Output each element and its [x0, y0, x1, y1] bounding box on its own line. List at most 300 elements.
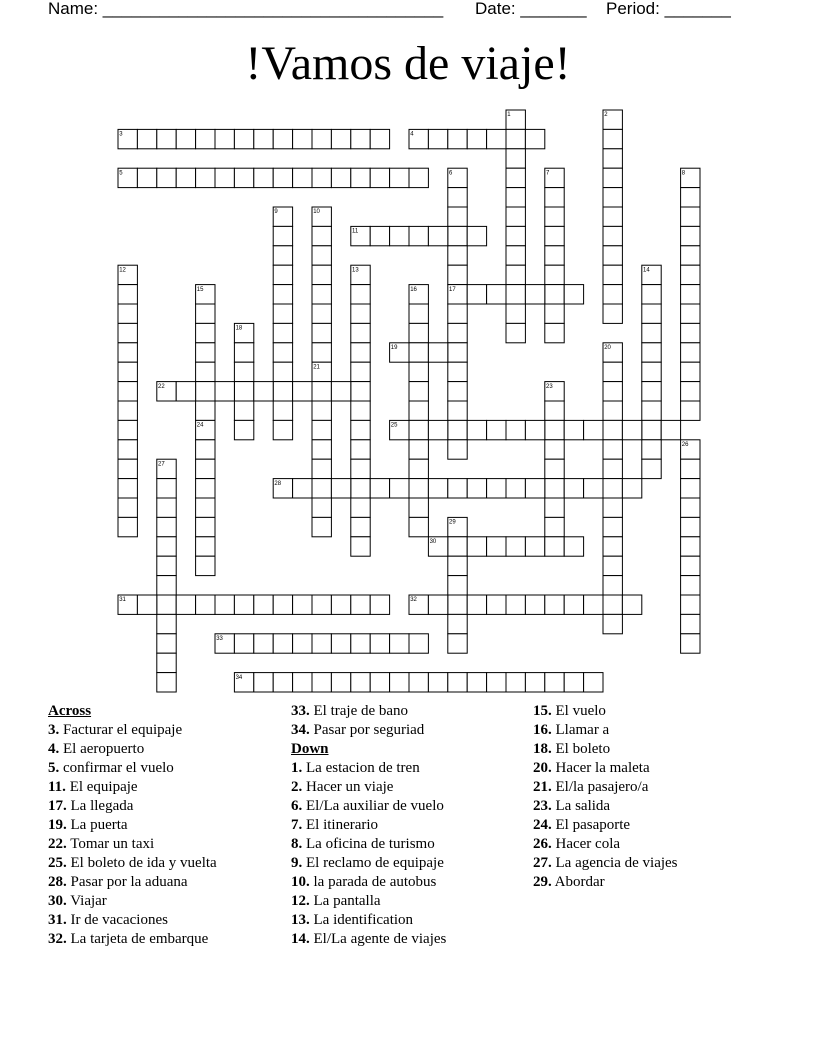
- grid-cell[interactable]: [506, 285, 525, 304]
- grid-cell[interactable]: [603, 304, 622, 323]
- grid-cell[interactable]: [545, 595, 564, 614]
- grid-cell[interactable]: [428, 226, 447, 245]
- grid-cell[interactable]: [273, 362, 292, 381]
- grid-cell[interactable]: [525, 285, 544, 304]
- grid-cell[interactable]: [545, 246, 564, 265]
- grid-cell[interactable]: [448, 673, 467, 692]
- grid-cell[interactable]: [681, 537, 700, 556]
- grid-cell[interactable]: [196, 537, 215, 556]
- grid-cell[interactable]: [545, 498, 564, 517]
- grid-cell[interactable]: [525, 420, 544, 439]
- grid-cell[interactable]: [506, 226, 525, 245]
- grid-cell[interactable]: [603, 362, 622, 381]
- grid-cell[interactable]: [506, 188, 525, 207]
- grid-cell[interactable]: [487, 420, 506, 439]
- grid-cell[interactable]: [312, 673, 331, 692]
- grid-cell[interactable]: [448, 556, 467, 575]
- grid-cell[interactable]: [351, 673, 370, 692]
- grid-cell[interactable]: [506, 304, 525, 323]
- grid-cell[interactable]: [293, 673, 312, 692]
- grid-cell[interactable]: [642, 343, 661, 362]
- grid-cell[interactable]: [506, 265, 525, 284]
- grid-cell[interactable]: [196, 168, 215, 187]
- grid-cell[interactable]: [448, 323, 467, 342]
- grid-cell[interactable]: [525, 479, 544, 498]
- grid-cell[interactable]: [506, 168, 525, 187]
- grid-cell[interactable]: [196, 401, 215, 420]
- grid-cell[interactable]: [603, 614, 622, 633]
- grid-cell[interactable]: [312, 343, 331, 362]
- grid-cell[interactable]: [312, 168, 331, 187]
- grid-cell[interactable]: [603, 556, 622, 575]
- grid-cell[interactable]: [351, 401, 370, 420]
- grid-cell[interactable]: [312, 285, 331, 304]
- grid-cell[interactable]: [118, 420, 137, 439]
- grid-cell[interactable]: [157, 517, 176, 536]
- grid-cell[interactable]: [196, 556, 215, 575]
- grid-cell[interactable]: [293, 382, 312, 401]
- grid-cell[interactable]: [506, 537, 525, 556]
- grid-cell[interactable]: [525, 673, 544, 692]
- grid-cell[interactable]: [196, 595, 215, 614]
- grid-cell[interactable]: [681, 459, 700, 478]
- grid-cell[interactable]: [428, 343, 447, 362]
- grid-cell[interactable]: [681, 246, 700, 265]
- grid-cell[interactable]: [273, 265, 292, 284]
- grid-cell[interactable]: [331, 595, 350, 614]
- grid-cell[interactable]: [351, 362, 370, 381]
- grid-cell[interactable]: [273, 634, 292, 653]
- grid-cell[interactable]: [196, 479, 215, 498]
- grid-cell[interactable]: [545, 323, 564, 342]
- grid-cell[interactable]: [215, 168, 234, 187]
- grid-cell[interactable]: [312, 595, 331, 614]
- grid-cell[interactable]: [467, 129, 486, 148]
- grid-cell[interactable]: [681, 285, 700, 304]
- grid-cell[interactable]: [118, 343, 137, 362]
- grid-cell[interactable]: [273, 168, 292, 187]
- grid-cell[interactable]: [273, 323, 292, 342]
- grid-cell[interactable]: [351, 595, 370, 614]
- grid-cell[interactable]: [467, 479, 486, 498]
- grid-cell[interactable]: [603, 129, 622, 148]
- grid-cell[interactable]: [681, 556, 700, 575]
- grid-cell[interactable]: [545, 226, 564, 245]
- grid-cell[interactable]: [118, 304, 137, 323]
- period-field[interactable]: Period: _______: [606, 0, 731, 18]
- grid-cell[interactable]: [545, 285, 564, 304]
- grid-cell[interactable]: [254, 382, 273, 401]
- grid-cell[interactable]: [467, 226, 486, 245]
- grid-cell[interactable]: [448, 207, 467, 226]
- grid-cell[interactable]: [448, 382, 467, 401]
- grid-cell[interactable]: [157, 556, 176, 575]
- grid-cell[interactable]: [428, 420, 447, 439]
- grid-cell[interactable]: [642, 382, 661, 401]
- grid-cell[interactable]: [196, 498, 215, 517]
- grid-cell[interactable]: [312, 459, 331, 478]
- grid-cell[interactable]: [428, 595, 447, 614]
- grid-cell[interactable]: [681, 343, 700, 362]
- grid-cell[interactable]: [467, 595, 486, 614]
- grid-cell[interactable]: [545, 517, 564, 536]
- grid-cell[interactable]: [487, 285, 506, 304]
- grid-cell[interactable]: [448, 246, 467, 265]
- grid-cell[interactable]: [370, 595, 389, 614]
- grid-cell[interactable]: [312, 129, 331, 148]
- grid-cell[interactable]: [370, 129, 389, 148]
- grid-cell[interactable]: [603, 420, 622, 439]
- grid-cell[interactable]: [351, 168, 370, 187]
- grid-cell[interactable]: [487, 595, 506, 614]
- grid-cell[interactable]: [409, 479, 428, 498]
- grid-cell[interactable]: [351, 382, 370, 401]
- grid-cell[interactable]: [525, 595, 544, 614]
- grid-cell[interactable]: [487, 129, 506, 148]
- grid-cell[interactable]: [273, 285, 292, 304]
- grid-cell[interactable]: [545, 440, 564, 459]
- grid-cell[interactable]: [196, 129, 215, 148]
- grid-cell[interactable]: [681, 576, 700, 595]
- grid-cell[interactable]: [642, 362, 661, 381]
- grid-cell[interactable]: [331, 168, 350, 187]
- grid-cell[interactable]: [312, 440, 331, 459]
- grid-cell[interactable]: [234, 362, 253, 381]
- grid-cell[interactable]: [545, 673, 564, 692]
- grid-cell[interactable]: [681, 401, 700, 420]
- grid-cell[interactable]: [506, 149, 525, 168]
- grid-cell[interactable]: [273, 304, 292, 323]
- grid-cell[interactable]: [273, 343, 292, 362]
- grid-cell[interactable]: [603, 265, 622, 284]
- grid-cell[interactable]: [351, 517, 370, 536]
- grid-cell[interactable]: [196, 382, 215, 401]
- grid-cell[interactable]: [487, 537, 506, 556]
- grid-cell[interactable]: [487, 673, 506, 692]
- grid-cell[interactable]: [351, 479, 370, 498]
- grid-cell[interactable]: [157, 537, 176, 556]
- grid-cell[interactable]: [525, 129, 544, 148]
- grid-cell[interactable]: [584, 420, 603, 439]
- grid-cell[interactable]: [118, 479, 137, 498]
- grid-cell[interactable]: [448, 226, 467, 245]
- grid-cell[interactable]: [409, 517, 428, 536]
- grid-cell[interactable]: [603, 517, 622, 536]
- grid-cell[interactable]: [409, 459, 428, 478]
- grid-cell[interactable]: [215, 129, 234, 148]
- grid-cell[interactable]: [293, 168, 312, 187]
- grid-cell[interactable]: [409, 382, 428, 401]
- grid-cell[interactable]: [273, 420, 292, 439]
- grid-cell[interactable]: [409, 323, 428, 342]
- grid-cell[interactable]: [312, 634, 331, 653]
- grid-cell[interactable]: [351, 537, 370, 556]
- grid-cell[interactable]: [312, 420, 331, 439]
- grid-cell[interactable]: [273, 226, 292, 245]
- grid-cell[interactable]: [331, 479, 350, 498]
- grid-cell[interactable]: [312, 498, 331, 517]
- grid-cell[interactable]: [157, 614, 176, 633]
- grid-cell[interactable]: [254, 673, 273, 692]
- grid-cell[interactable]: [661, 420, 680, 439]
- grid-cell[interactable]: [137, 168, 156, 187]
- grid-cell[interactable]: [312, 265, 331, 284]
- grid-cell[interactable]: [351, 634, 370, 653]
- grid-cell[interactable]: [273, 382, 292, 401]
- grid-cell[interactable]: [234, 129, 253, 148]
- grid-cell[interactable]: [196, 304, 215, 323]
- grid-cell[interactable]: [428, 673, 447, 692]
- grid-cell[interactable]: [234, 595, 253, 614]
- grid-cell[interactable]: [622, 595, 641, 614]
- grid-cell[interactable]: [428, 479, 447, 498]
- grid-cell[interactable]: [409, 440, 428, 459]
- grid-cell[interactable]: [118, 498, 137, 517]
- grid-cell[interactable]: [331, 129, 350, 148]
- grid-cell[interactable]: [448, 440, 467, 459]
- grid-cell[interactable]: [176, 595, 195, 614]
- grid-cell[interactable]: [642, 440, 661, 459]
- grid-cell[interactable]: [603, 459, 622, 478]
- grid-cell[interactable]: [118, 285, 137, 304]
- grid-cell[interactable]: [196, 440, 215, 459]
- grid-cell[interactable]: [409, 304, 428, 323]
- grid-cell[interactable]: [273, 673, 292, 692]
- grid-cell[interactable]: [642, 401, 661, 420]
- grid-cell[interactable]: [448, 537, 467, 556]
- grid-cell[interactable]: [622, 420, 641, 439]
- grid-cell[interactable]: [137, 595, 156, 614]
- grid-cell[interactable]: [467, 420, 486, 439]
- grid-cell[interactable]: [351, 323, 370, 342]
- grid-cell[interactable]: [448, 595, 467, 614]
- grid-cell[interactable]: [681, 226, 700, 245]
- grid-cell[interactable]: [234, 343, 253, 362]
- grid-cell[interactable]: [681, 382, 700, 401]
- grid-cell[interactable]: [467, 673, 486, 692]
- grid-cell[interactable]: [681, 498, 700, 517]
- grid-cell[interactable]: [293, 634, 312, 653]
- grid-cell[interactable]: [312, 479, 331, 498]
- grid-cell[interactable]: [273, 401, 292, 420]
- grid-cell[interactable]: [603, 595, 622, 614]
- grid-cell[interactable]: [506, 479, 525, 498]
- grid-cell[interactable]: [351, 498, 370, 517]
- grid-cell[interactable]: [525, 537, 544, 556]
- grid-cell[interactable]: [351, 129, 370, 148]
- grid-cell[interactable]: [584, 673, 603, 692]
- grid-cell[interactable]: [506, 246, 525, 265]
- grid-cell[interactable]: [681, 265, 700, 284]
- grid-cell[interactable]: [603, 479, 622, 498]
- grid-cell[interactable]: [351, 285, 370, 304]
- grid-cell[interactable]: [215, 382, 234, 401]
- grid-cell[interactable]: [681, 517, 700, 536]
- grid-cell[interactable]: [545, 188, 564, 207]
- grid-cell[interactable]: [370, 479, 389, 498]
- grid-cell[interactable]: [176, 382, 195, 401]
- grid-cell[interactable]: [312, 323, 331, 342]
- grid-cell[interactable]: [118, 440, 137, 459]
- grid-cell[interactable]: [331, 382, 350, 401]
- grid-cell[interactable]: [390, 479, 409, 498]
- grid-cell[interactable]: [642, 420, 661, 439]
- grid-cell[interactable]: [176, 129, 195, 148]
- grid-cell[interactable]: [254, 129, 273, 148]
- grid-cell[interactable]: [273, 129, 292, 148]
- grid-cell[interactable]: [409, 498, 428, 517]
- grid-cell[interactable]: [196, 362, 215, 381]
- grid-cell[interactable]: [448, 634, 467, 653]
- grid-cell[interactable]: [467, 537, 486, 556]
- grid-cell[interactable]: [196, 343, 215, 362]
- grid-cell[interactable]: [448, 479, 467, 498]
- grid-cell[interactable]: [681, 634, 700, 653]
- grid-cell[interactable]: [409, 226, 428, 245]
- grid-cell[interactable]: [564, 479, 583, 498]
- grid-cell[interactable]: [157, 498, 176, 517]
- grid-cell[interactable]: [157, 168, 176, 187]
- grid-cell[interactable]: [603, 537, 622, 556]
- grid-cell[interactable]: [603, 498, 622, 517]
- grid-cell[interactable]: [448, 188, 467, 207]
- grid-cell[interactable]: [564, 673, 583, 692]
- grid-cell[interactable]: [118, 362, 137, 381]
- grid-cell[interactable]: [234, 634, 253, 653]
- grid-cell[interactable]: [137, 129, 156, 148]
- grid-cell[interactable]: [157, 634, 176, 653]
- grid-cell[interactable]: [448, 265, 467, 284]
- grid-cell[interactable]: [564, 285, 583, 304]
- grid-cell[interactable]: [157, 653, 176, 672]
- grid-cell[interactable]: [234, 420, 253, 439]
- grid-cell[interactable]: [351, 459, 370, 478]
- grid-cell[interactable]: [390, 168, 409, 187]
- grid-cell[interactable]: [603, 382, 622, 401]
- grid-cell[interactable]: [448, 343, 467, 362]
- grid-cell[interactable]: [545, 207, 564, 226]
- grid-cell[interactable]: [448, 129, 467, 148]
- grid-cell[interactable]: [448, 401, 467, 420]
- grid-cell[interactable]: [603, 440, 622, 459]
- grid-cell[interactable]: [118, 382, 137, 401]
- date-field[interactable]: Date: _______: [475, 0, 587, 18]
- grid-cell[interactable]: [681, 362, 700, 381]
- grid-cell[interactable]: [681, 188, 700, 207]
- grid-cell[interactable]: [564, 595, 583, 614]
- grid-cell[interactable]: [409, 362, 428, 381]
- grid-cell[interactable]: [584, 595, 603, 614]
- grid-cell[interactable]: [196, 323, 215, 342]
- grid-cell[interactable]: [390, 673, 409, 692]
- grid-cell[interactable]: [428, 129, 447, 148]
- grid-cell[interactable]: [351, 440, 370, 459]
- grid-cell[interactable]: [157, 479, 176, 498]
- grid-cell[interactable]: [603, 576, 622, 595]
- grid-cell[interactable]: [312, 246, 331, 265]
- grid-cell[interactable]: [254, 168, 273, 187]
- grid-cell[interactable]: [118, 517, 137, 536]
- grid-cell[interactable]: [312, 304, 331, 323]
- grid-cell[interactable]: [370, 634, 389, 653]
- grid-cell[interactable]: [603, 401, 622, 420]
- grid-cell[interactable]: [448, 576, 467, 595]
- grid-cell[interactable]: [681, 614, 700, 633]
- grid-cell[interactable]: [545, 304, 564, 323]
- grid-cell[interactable]: [409, 401, 428, 420]
- grid-cell[interactable]: [157, 673, 176, 692]
- grid-cell[interactable]: [409, 343, 428, 362]
- grid-cell[interactable]: [254, 634, 273, 653]
- grid-cell[interactable]: [487, 479, 506, 498]
- grid-cell[interactable]: [312, 401, 331, 420]
- grid-cell[interactable]: [370, 226, 389, 245]
- grid-cell[interactable]: [293, 595, 312, 614]
- grid-cell[interactable]: [642, 459, 661, 478]
- grid-cell[interactable]: [293, 129, 312, 148]
- grid-cell[interactable]: [467, 285, 486, 304]
- grid-cell[interactable]: [118, 323, 137, 342]
- grid-cell[interactable]: [448, 362, 467, 381]
- grid-cell[interactable]: [215, 595, 234, 614]
- grid-cell[interactable]: [312, 517, 331, 536]
- grid-cell[interactable]: [312, 226, 331, 245]
- grid-cell[interactable]: [564, 420, 583, 439]
- grid-cell[interactable]: [254, 595, 273, 614]
- grid-cell[interactable]: [351, 304, 370, 323]
- grid-cell[interactable]: [681, 595, 700, 614]
- grid-cell[interactable]: [681, 207, 700, 226]
- grid-cell[interactable]: [157, 129, 176, 148]
- grid-cell[interactable]: [234, 401, 253, 420]
- grid-cell[interactable]: [157, 595, 176, 614]
- grid-cell[interactable]: [196, 517, 215, 536]
- grid-cell[interactable]: [409, 634, 428, 653]
- grid-cell[interactable]: [390, 226, 409, 245]
- grid-cell[interactable]: [603, 226, 622, 245]
- grid-cell[interactable]: [157, 576, 176, 595]
- grid-cell[interactable]: [564, 537, 583, 556]
- grid-cell[interactable]: [409, 168, 428, 187]
- grid-cell[interactable]: [642, 304, 661, 323]
- grid-cell[interactable]: [448, 420, 467, 439]
- grid-cell[interactable]: [293, 479, 312, 498]
- grid-cell[interactable]: [118, 401, 137, 420]
- grid-cell[interactable]: [506, 673, 525, 692]
- grid-cell[interactable]: [642, 285, 661, 304]
- grid-cell[interactable]: [390, 634, 409, 653]
- grid-cell[interactable]: [545, 420, 564, 439]
- grid-cell[interactable]: [448, 304, 467, 323]
- grid-cell[interactable]: [603, 168, 622, 187]
- grid-cell[interactable]: [545, 401, 564, 420]
- grid-cell[interactable]: [370, 673, 389, 692]
- grid-cell[interactable]: [603, 188, 622, 207]
- grid-cell[interactable]: [545, 459, 564, 478]
- grid-cell[interactable]: [331, 634, 350, 653]
- grid-cell[interactable]: [351, 420, 370, 439]
- grid-cell[interactable]: [176, 168, 195, 187]
- grid-cell[interactable]: [273, 246, 292, 265]
- grid-cell[interactable]: [312, 382, 331, 401]
- grid-cell[interactable]: [234, 168, 253, 187]
- grid-cell[interactable]: [681, 479, 700, 498]
- grid-cell[interactable]: [545, 479, 564, 498]
- grid-cell[interactable]: [506, 420, 525, 439]
- grid-cell[interactable]: [273, 595, 292, 614]
- grid-cell[interactable]: [351, 343, 370, 362]
- grid-cell[interactable]: [584, 479, 603, 498]
